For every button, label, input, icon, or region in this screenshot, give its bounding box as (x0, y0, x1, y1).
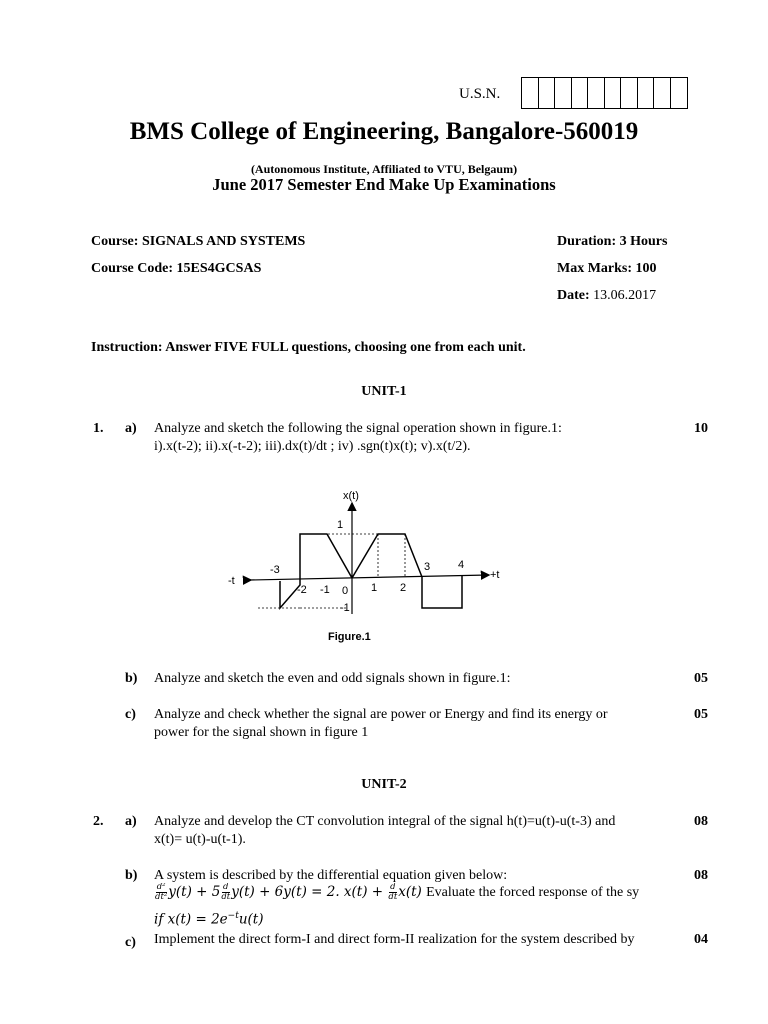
q2a-marks: 08 (694, 814, 708, 829)
tick-y-1: 1 (337, 519, 344, 531)
course-code-label: Course Code: (91, 261, 174, 276)
exam-title: June 2017 Semester End Make Up Examinations (212, 175, 556, 194)
figure-1-signal-plot (220, 484, 520, 654)
tick-p1: 1 (371, 582, 378, 594)
q1a-text-line1: Analyze and sketch the following the signal operation shown in figure.1: (154, 421, 562, 436)
usn-digit-box[interactable] (555, 78, 572, 108)
max-marks-line (557, 261, 657, 277)
q2b-marks: 08 (694, 868, 708, 883)
q2c-text: Implement the direct form-I and direct form-II realization for the system described by (154, 932, 635, 947)
unit-1-heading: UNIT-1 (361, 384, 407, 399)
affiliation: (Autonomous Institute, Affiliated to VTU, Belgaum) (250, 162, 518, 176)
q1c-label: c) (125, 707, 136, 722)
tick-zero: 0 (342, 585, 349, 597)
q1b-text: Analyze and sketch the even and odd signals shown in figure.1: (154, 671, 511, 686)
q2c-label: c) (125, 935, 136, 950)
q1b-label: b) (125, 671, 138, 686)
q2b-equation-tail: Evaluate the forced response of the sy (426, 885, 640, 900)
tick-m3: -3 (270, 564, 280, 576)
duration-label: Duration: (557, 234, 617, 249)
course-label: Course: (91, 234, 139, 249)
max-marks-value: 100 (635, 261, 657, 276)
usn-digit-box[interactable] (654, 78, 671, 108)
q1a-label: a) (125, 421, 137, 436)
course-code-value: 15ES4GCSAS (176, 261, 262, 276)
usn-digit-box[interactable] (588, 78, 605, 108)
usn-label: U.S.N. (459, 86, 501, 102)
question-2-number: 2. (93, 814, 104, 829)
date-label: Date: (557, 288, 590, 303)
date-line (557, 288, 656, 304)
q1a-marks: 10 (694, 421, 708, 436)
q2a-label: a) (125, 814, 137, 829)
tick-y-m1: -1 (340, 602, 350, 614)
date-value: 13.06.2017 (593, 288, 657, 303)
tick-m2: -2 (297, 584, 307, 596)
q1a-text-line2: i).x(t-2); ii).x(-t-2); iii).dx(t)/dt ; iv) .sgn(t)x(t); v).x(t/2). (154, 439, 471, 454)
tick-m1: -1 (320, 584, 330, 596)
q1c-text-line2: power for the signal shown in figure 1 (154, 725, 369, 740)
usn-digit-box[interactable] (539, 78, 556, 108)
course-value: SIGNALS AND SYSTEMS (141, 234, 306, 249)
unit-2-heading: UNIT-2 (361, 777, 407, 792)
usn-digit-box[interactable] (522, 78, 539, 108)
usn-digit-box[interactable] (638, 78, 655, 108)
tick-p4: 4 (458, 559, 465, 571)
ylabel-xt: x(t) (343, 490, 359, 502)
q2a-text-line2: x(t)= u(t)-u(t-1). (154, 832, 246, 847)
differential-equation: $\frac{\text{d²}}{\text{dt²}}$ y(t) + 5 $\frac{d}{dt}$ y(t) + 6y(t) = 2. x(t) + $\frac{d}{dt}$ x(t) (155, 883, 427, 902)
usn-digit-box[interactable] (605, 78, 622, 108)
usn-digit-box[interactable] (671, 78, 688, 108)
question-1-number: 1. (93, 421, 104, 436)
tick-p2: 2 (400, 582, 407, 594)
tick-p3: 3 (424, 561, 431, 573)
t-axis (250, 575, 488, 580)
duration-value: 3 Hours (619, 234, 668, 249)
max-marks-label: Max Marks: (557, 261, 633, 276)
q2b-condition-exponent: −t (227, 911, 239, 921)
instruction: Instruction: Answer FIVE FULL questions, choosing one from each unit. (91, 340, 526, 355)
duration-line (557, 234, 667, 250)
q2b-condition (154, 911, 263, 928)
usn-digit-box[interactable] (621, 78, 638, 108)
q2b-text-line1: A system is described by the differential equation given below: (154, 868, 508, 883)
q2b-condition-text: if x(t) = 2e (154, 911, 228, 928)
usn-digit-box[interactable] (572, 78, 589, 108)
q1b-marks: 05 (694, 671, 708, 686)
q1c-text-line1: Analyze and check whether the signal are power or Energy and find its energy or (154, 707, 608, 722)
q2c-marks: 04 (694, 932, 708, 947)
label-pos-t: +t (490, 569, 500, 581)
college-name: BMS College of Engineering, Bangalore-560019 (129, 118, 639, 145)
label-neg-t: -t (228, 575, 235, 587)
figure-caption: Figure.1 (328, 631, 371, 643)
q2b-label: b) (125, 868, 138, 883)
signal-waveform (280, 534, 465, 608)
q2b-equation-line (154, 883, 686, 902)
q2b-condition-end: u(t) (238, 911, 264, 928)
q1c-marks: 05 (694, 707, 708, 722)
course-code-line (91, 261, 261, 277)
usn-box (521, 77, 688, 109)
course-line (91, 234, 305, 250)
q2a-text-line1: Analyze and develop the CT convolution integral of the signal h(t)=u(t)-u(t-3) and (154, 814, 616, 829)
